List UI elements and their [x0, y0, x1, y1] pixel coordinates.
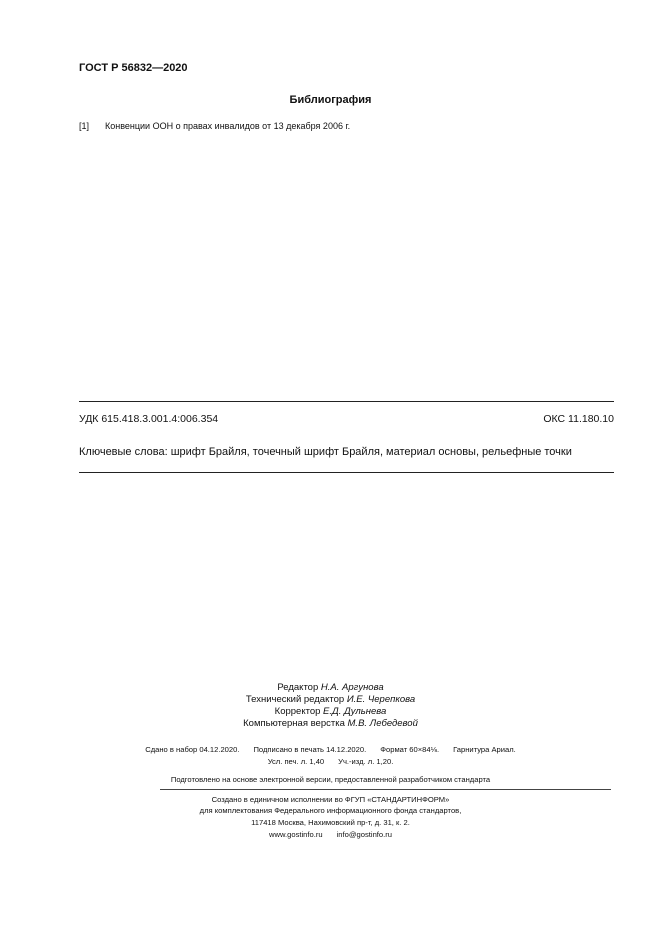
document-code: ГОСТ Р 56832—2020	[79, 62, 188, 74]
publisher-line: Создано в единичном исполнении во ФГУП «СТАНДАРТИНФОРМ»	[211, 795, 450, 804]
email-link[interactable]: info@gostinfo.ru	[336, 830, 393, 839]
imprint-rule	[160, 789, 611, 790]
bottom-rule	[79, 472, 614, 473]
credit-layout	[0, 718, 661, 730]
udk-code: УДК 615.418.3.001.4:006.354	[79, 413, 219, 425]
keywords: Ключевые слова: шрифт Брайля, точечный шрифт Брайля, материал основы, рельефные точки	[79, 446, 572, 458]
credit-editor	[0, 682, 661, 694]
print-sheets: Усл. печ. л. 1,40	[267, 757, 325, 766]
website-link[interactable]: www.gostinfo.ru	[268, 830, 323, 839]
sent-to-set: Сдано в набор 04.12.2020.	[145, 745, 240, 754]
publisher-address: 117418 Москва, Нахимовский пр-т, д. 31, к. 2.	[251, 818, 410, 827]
credit-name: М.В. Лебедевой	[347, 718, 418, 729]
credit-name: Е.Д. Дульнева	[323, 706, 387, 717]
publisher-contacts	[0, 830, 661, 839]
paper-format: Формат 60×84⅛.	[380, 745, 440, 754]
top-rule	[79, 401, 614, 402]
credit-tech-editor	[0, 694, 661, 706]
oks-code: ОКС 11.180.10	[543, 413, 614, 425]
font-name: Гарнитура Ариал.	[453, 745, 516, 754]
credit-role: Корректор	[274, 706, 321, 717]
prepared-note: Подготовлено на основе электронной версии, предоставленной разработчиком стандарта	[170, 775, 491, 784]
bibliography-title: Библиография	[289, 94, 372, 106]
credit-role: Компьютерная верстка	[243, 718, 345, 729]
bibliography-item-text: Конвенции ООН о правах инвалидов от 13 декабря 2006 г.	[105, 121, 351, 131]
imprint-dates	[0, 745, 661, 754]
credit-corrector	[0, 706, 661, 718]
bibliography-item	[79, 121, 350, 131]
credit-role: Редактор	[277, 682, 319, 693]
credit-name: И.Е. Черепкова	[346, 694, 416, 705]
bibliography-item-number: [1]	[79, 121, 90, 131]
credit-role: Технический редактор	[245, 694, 345, 705]
publisher-line: для комплектования Федерального информационного фонда стандартов,	[199, 806, 462, 815]
credit-name: Н.А. Аргунова	[320, 682, 384, 693]
imprint-sheets	[0, 757, 661, 766]
publisher-sheets: Уч.-изд. л. 1,20.	[338, 757, 394, 766]
signed-to-print: Подписано в печать 14.12.2020.	[253, 745, 367, 754]
